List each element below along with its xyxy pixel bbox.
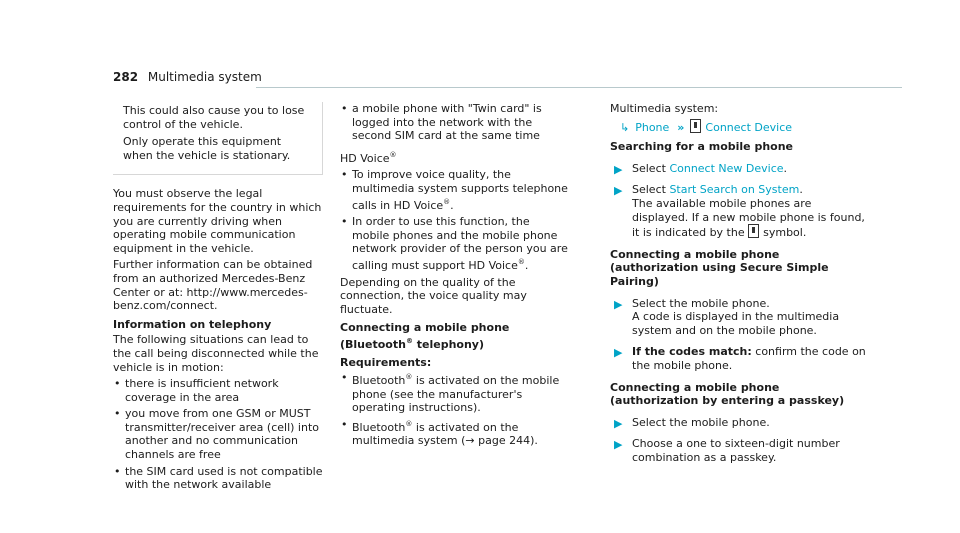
secure-pairing-heading: Connecting a mobile phone (authorization using Secure Simple Pairing) xyxy=(610,247,829,288)
list-item xyxy=(340,418,570,448)
step-arrow-icon: ▶ xyxy=(614,416,623,430)
list-item-text: To improve voice quality, the multimedia system supports telephone calls in HD Voice xyxy=(352,168,568,212)
quality-paragraph: Depending on the quality of the connection, the voice quality may fluctuate. xyxy=(340,275,527,316)
list-item: • In order to use this function, the mobile phones and the mobile phone network provider of the person you are calling must support HD Voice®. xyxy=(340,215,570,272)
phone-icon xyxy=(748,224,759,238)
search-heading: Searching for a mobile phone xyxy=(610,140,794,154)
list-item: • the SIM card used is not compatible with the network available xyxy=(113,465,323,492)
situations-intro: The following situations can lead to the call being disconnected while the vehicle is in motion: xyxy=(113,333,319,374)
step-text: Select the mobile phone. xyxy=(632,415,770,429)
step-start-search xyxy=(610,183,870,239)
step-arrow-icon: ▶ xyxy=(614,184,623,198)
registered-mark: ® xyxy=(405,419,413,428)
intro-paragraph: You must observe the legal requirements for the country in which you are currently driving when operating mobile communication equipment in the vehicle. xyxy=(113,187,322,255)
menu-phone-link[interactable]: Phone xyxy=(635,120,670,134)
step-text: Select xyxy=(632,161,670,175)
list-item-text: is activated on the mobile phone (see the manufacturer's operating instructions). xyxy=(352,374,560,415)
telephony-heading: Information on telephony xyxy=(113,317,272,331)
list-item-text: In order to use this function, the mobile phones and the mobile phone network provider of the person you are calling must support HD Voice xyxy=(352,215,568,272)
step-arrow-icon: ▶ xyxy=(614,297,623,311)
list-item-text: Bluetooth xyxy=(352,374,406,388)
start-search-link[interactable]: Start Search on System xyxy=(669,183,800,197)
menu-path xyxy=(620,119,870,135)
column-right xyxy=(610,102,870,472)
step-codes-match xyxy=(610,345,870,372)
step-text: . xyxy=(799,183,803,197)
heading-text: Connecting a mobile phone (Bluetooth xyxy=(340,321,510,351)
step-arrow-icon: ▶ xyxy=(614,162,623,176)
step-condition: If the codes match: xyxy=(632,345,752,359)
requirements-label: Requirements: xyxy=(340,355,432,369)
system-label: Multimedia system: xyxy=(610,102,719,115)
double-chevron-icon: » xyxy=(677,120,685,134)
step-select-phone-passkey xyxy=(610,416,870,430)
connect-new-device-link[interactable]: Connect New Device xyxy=(669,161,784,175)
list-item: • a mobile phone with "Twin card" is logged into the network with the second SIM card at the same time xyxy=(340,102,570,143)
registered-mark: ® xyxy=(443,197,451,206)
step-select-connect xyxy=(610,162,870,176)
hd-voice-text: HD Voice xyxy=(340,151,390,165)
list-item-text: is activated on the multimedia system (→ page 244). xyxy=(352,420,538,448)
step-select-phone xyxy=(610,297,870,338)
step-text: confirm the code on the mobile phone. xyxy=(632,345,866,372)
requirements-list xyxy=(340,371,570,448)
list-item: • there is insufficient network coverage in the area xyxy=(113,377,323,404)
step-text: A code is displayed in the multimedia system and on the mobile phone. xyxy=(632,310,840,337)
phone-icon xyxy=(690,119,701,133)
warning-note xyxy=(113,102,323,175)
menu-connect-device-link[interactable]: Connect Device xyxy=(705,120,793,134)
step-text: Select xyxy=(632,183,670,197)
section-title: Multimedia system xyxy=(147,70,262,84)
step-choose-passkey xyxy=(610,437,870,464)
step-arrow-icon: ▶ xyxy=(614,438,623,452)
registered-mark: ® xyxy=(517,257,525,266)
passkey-heading: Connecting a mobile phone (authorization by entering a passkey) xyxy=(610,380,845,408)
step-text: The available mobile phones are displayed. If a new mobile phone is found, it is indicated by the xyxy=(632,196,865,240)
further-info-paragraph: Further information can be obtained from an authorized Mercedes-Benz Center or at: http://www.mercedes-benz.com/connect. xyxy=(113,258,313,313)
registered-mark: ® xyxy=(405,336,413,345)
list-item xyxy=(340,371,570,415)
list-item: • you move from one GSM or MUST transmitter/receiver area (cell) into another and no communication channels are free xyxy=(113,407,323,461)
page-header xyxy=(113,70,262,84)
note-line: Only operate this equipment when the vehicle is stationary. xyxy=(123,135,291,162)
header-rule xyxy=(256,87,902,88)
return-arrow-icon: ↳ xyxy=(620,120,630,134)
note-line: This could also cause you to lose control of the vehicle. xyxy=(123,104,305,131)
step-text: Select the mobile phone. xyxy=(632,296,770,310)
list-item-text: Bluetooth xyxy=(352,420,406,434)
step-arrow-icon: ▶ xyxy=(614,346,623,360)
bluetooth-heading xyxy=(340,321,570,351)
registered-mark: ® xyxy=(389,150,397,159)
step-text: . xyxy=(783,161,788,175)
list-item: • To improve voice quality, the multimedia system supports telephone calls in HD Voice®. xyxy=(340,168,570,212)
step-text: Choose a one to sixteen-digit number combination as a passkey. xyxy=(632,437,840,464)
heading-text: telephony) xyxy=(412,337,485,351)
page-number: 282 xyxy=(113,70,139,84)
situations-list xyxy=(113,377,323,492)
step-text: symbol. xyxy=(763,226,807,240)
registered-mark: ® xyxy=(405,373,413,382)
column-middle xyxy=(340,102,570,451)
hd-voice-label xyxy=(340,149,570,166)
hd-voice-list xyxy=(340,168,570,272)
column-left xyxy=(113,102,323,495)
twin-card-list xyxy=(340,102,570,143)
